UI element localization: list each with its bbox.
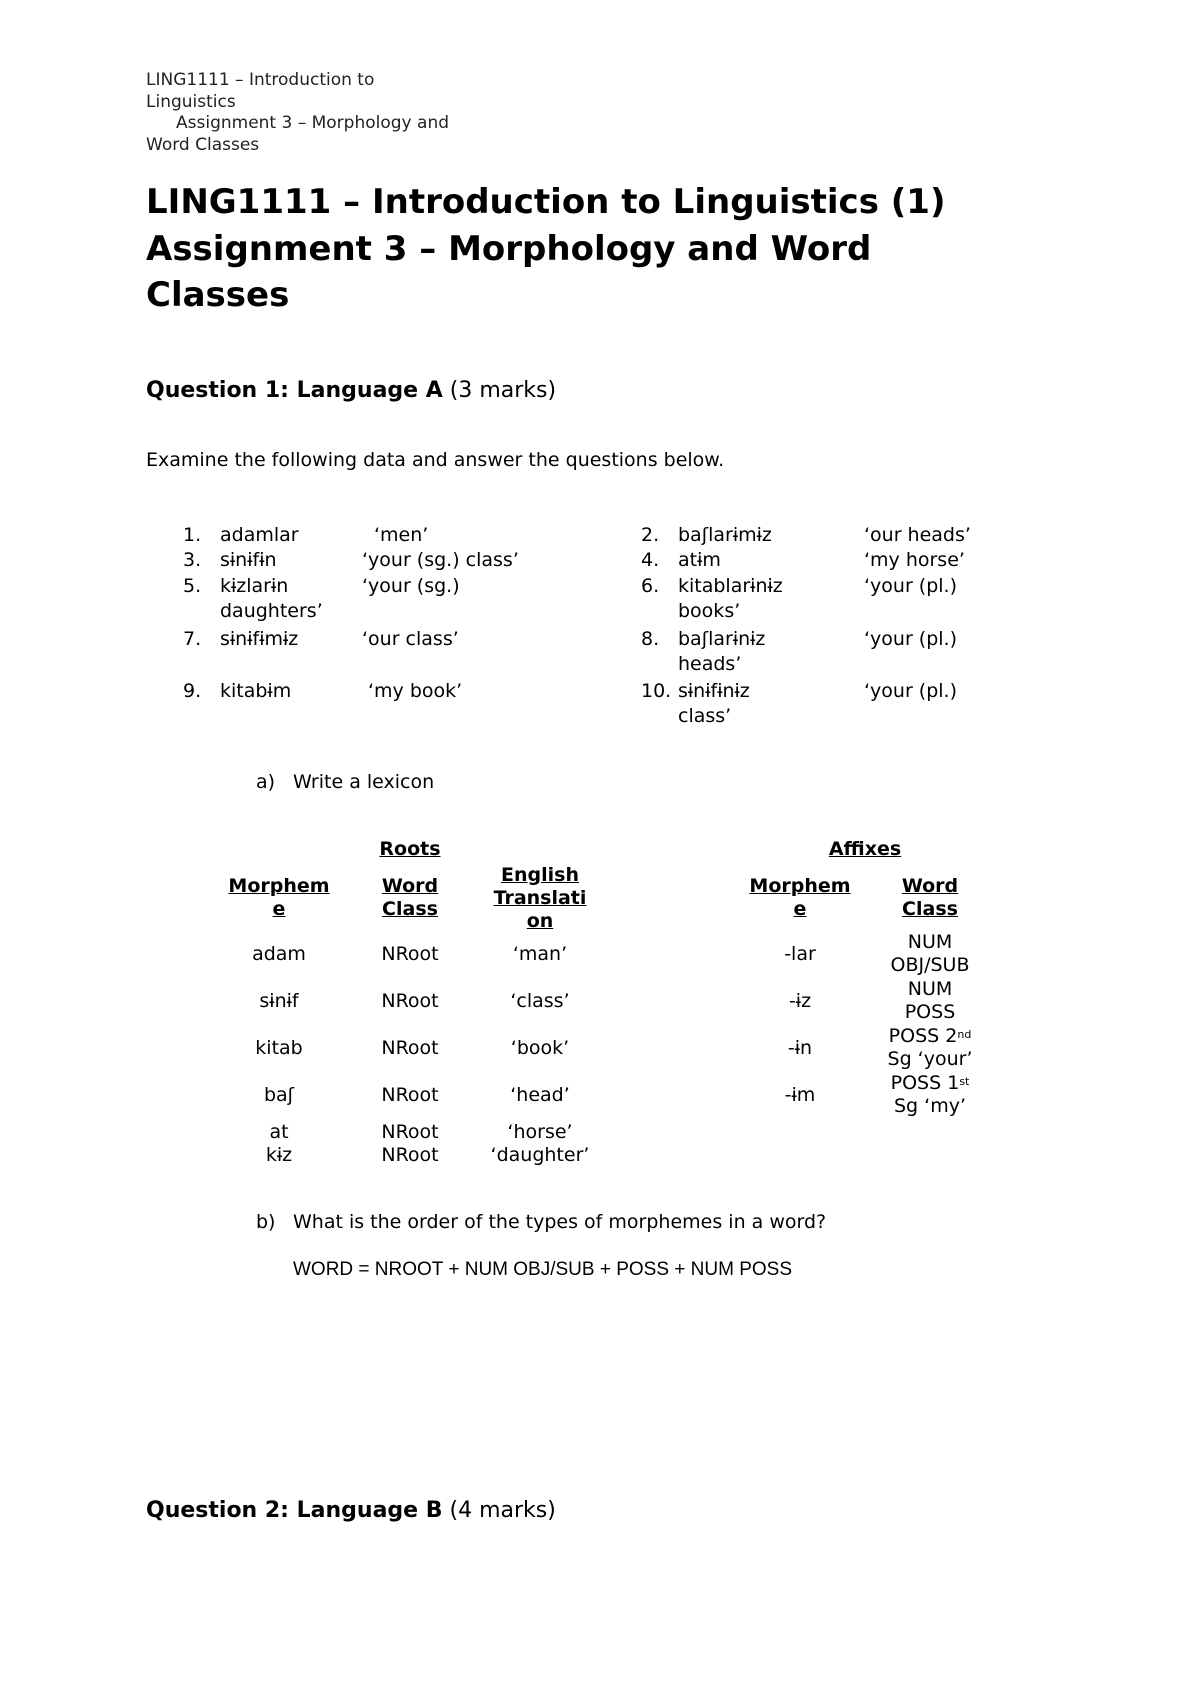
item-word: kɨzlarɨn xyxy=(220,575,289,597)
question-2-heading xyxy=(146,1497,556,1525)
question-1-heading xyxy=(146,377,556,405)
roots-col-translation: Translati xyxy=(493,887,587,909)
item-number: 2. xyxy=(641,524,660,546)
roots-col-wordclass: Class xyxy=(382,898,438,920)
roots-col-translation: English xyxy=(501,864,579,886)
root-translation: ‘book’ xyxy=(510,1037,570,1059)
item-word: adamlar xyxy=(220,524,299,546)
title-line: Assignment 3 – Morphology and Word xyxy=(146,229,872,269)
root-translation: ‘daughter’ xyxy=(490,1144,590,1166)
item-word: kitabɨm xyxy=(220,680,292,702)
affix-class-text: POSS 1 xyxy=(890,1072,960,1094)
item-gloss: ‘my horse’ xyxy=(864,549,965,571)
item-word: atɨm xyxy=(678,549,721,571)
item-gloss-wrap: heads’ xyxy=(678,653,742,675)
item-number: 8. xyxy=(641,628,660,650)
item-number: 1. xyxy=(183,524,202,546)
part-b-label: b) xyxy=(256,1211,276,1233)
question-2-title: Question 2: Language B xyxy=(146,1498,443,1523)
root-class: NRoot xyxy=(381,1037,439,1059)
affix-morpheme: -ɨn xyxy=(787,1037,813,1059)
root-translation: ‘man’ xyxy=(512,943,568,965)
affix-class: OBJ/SUB xyxy=(890,954,970,976)
root-morpheme: sɨnɨf xyxy=(259,990,299,1012)
affix-class: NUM xyxy=(907,978,953,1000)
affixes-heading: Affixes xyxy=(828,838,902,860)
part-b-answer: WORD = NROOT + NUM OBJ/SUB + POSS + NUM POSS xyxy=(293,1259,793,1280)
root-class: NRoot xyxy=(381,1084,439,1106)
affix-class: NUM xyxy=(907,931,953,953)
root-translation: ‘class’ xyxy=(510,990,570,1012)
question-2-marks: (4 marks) xyxy=(442,1498,556,1523)
item-word: sɨnɨfɨmɨz xyxy=(220,628,299,650)
root-morpheme: adam xyxy=(252,943,306,965)
root-morpheme: kɨz xyxy=(265,1144,293,1166)
item-number: 10. xyxy=(641,680,672,702)
title-line: LING1111 – Introduction to Linguistics (1) xyxy=(146,182,946,222)
superscript: st xyxy=(959,1075,970,1088)
item-number: 6. xyxy=(641,575,660,597)
item-gloss: ‘your (pl.) xyxy=(864,680,958,702)
affixes-col-morpheme: Morphem xyxy=(749,875,851,897)
roots-col-morpheme: e xyxy=(272,898,286,920)
root-translation: ‘head’ xyxy=(510,1084,570,1106)
root-morpheme: kitab xyxy=(255,1037,303,1059)
affix-class: POSS xyxy=(904,1001,956,1023)
root-morpheme: at xyxy=(269,1121,289,1143)
affixes-col-morpheme: e xyxy=(793,898,807,920)
affix-class: Sg ‘my’ xyxy=(894,1095,966,1117)
question-1-title: Question 1: Language A xyxy=(146,378,443,403)
question-1-instruction: Examine the following data and answer the questions below. xyxy=(146,449,725,471)
item-gloss: ‘your (sg.) class’ xyxy=(362,549,519,571)
affix-class: Sg ‘your’ xyxy=(887,1048,973,1070)
roots-col-wordclass: Word xyxy=(381,875,439,897)
root-class: NRoot xyxy=(381,1121,439,1143)
item-number: 4. xyxy=(641,549,660,571)
item-number: 3. xyxy=(183,549,202,571)
root-class: NRoot xyxy=(381,1144,439,1166)
item-gloss: ‘our class’ xyxy=(362,628,459,650)
title-line: Classes xyxy=(146,275,290,315)
question-1-marks: (3 marks) xyxy=(442,378,557,403)
affix-morpheme: -lar xyxy=(784,943,816,965)
item-gloss: ‘my book’ xyxy=(368,680,463,702)
item-gloss-wrap: daughters’ xyxy=(220,600,323,622)
affix-class xyxy=(870,1072,990,1095)
root-class: NRoot xyxy=(381,990,439,1012)
item-word: baʃlarɨnɨz xyxy=(678,628,766,650)
part-a-text: Write a lexicon xyxy=(293,771,435,793)
root-translation: ‘horse’ xyxy=(507,1121,573,1143)
item-number: 9. xyxy=(183,680,202,702)
item-word: baʃlarɨmɨz xyxy=(678,524,772,546)
roots-heading: Roots xyxy=(379,838,441,860)
running-header-line: Linguistics xyxy=(146,92,236,112)
roots-col-morpheme: Morphem xyxy=(228,875,330,897)
item-gloss: ‘our heads’ xyxy=(864,524,971,546)
part-b-text: What is the order of the types of morphemes in a word? xyxy=(293,1211,827,1233)
affix-class xyxy=(870,1025,990,1048)
item-word: kitablarɨnɨz xyxy=(678,575,783,597)
root-morpheme: baʃ xyxy=(263,1084,295,1106)
affixes-col-wordclass: Class xyxy=(902,898,958,920)
item-number: 7. xyxy=(183,628,202,650)
item-gloss: ‘men’ xyxy=(374,524,429,546)
roots-col-translation: on xyxy=(526,910,554,932)
running-header-line: Word Classes xyxy=(146,135,260,155)
item-word: sɨnɨfɨnɨz xyxy=(678,680,750,702)
affix-class-text: POSS 2 xyxy=(888,1025,958,1047)
part-a-label: a) xyxy=(256,771,276,793)
item-gloss-wrap: books’ xyxy=(678,600,741,622)
item-word: sɨnɨfɨn xyxy=(220,549,277,571)
affix-morpheme: -ɨz xyxy=(788,990,812,1012)
item-gloss-wrap: class’ xyxy=(678,705,732,727)
running-header-line: Assignment 3 – Morphology and xyxy=(176,113,450,133)
item-gloss: ‘your (sg.) xyxy=(362,575,460,597)
item-gloss: ‘your (pl.) xyxy=(864,575,958,597)
item-gloss: ‘your (pl.) xyxy=(864,628,958,650)
running-header-line: LING1111 – Introduction to xyxy=(146,70,375,90)
root-class: NRoot xyxy=(381,943,439,965)
item-number: 5. xyxy=(183,575,202,597)
superscript: nd xyxy=(957,1028,972,1041)
affixes-col-wordclass: Word xyxy=(901,875,959,897)
affix-morpheme: -ɨm xyxy=(784,1084,816,1106)
